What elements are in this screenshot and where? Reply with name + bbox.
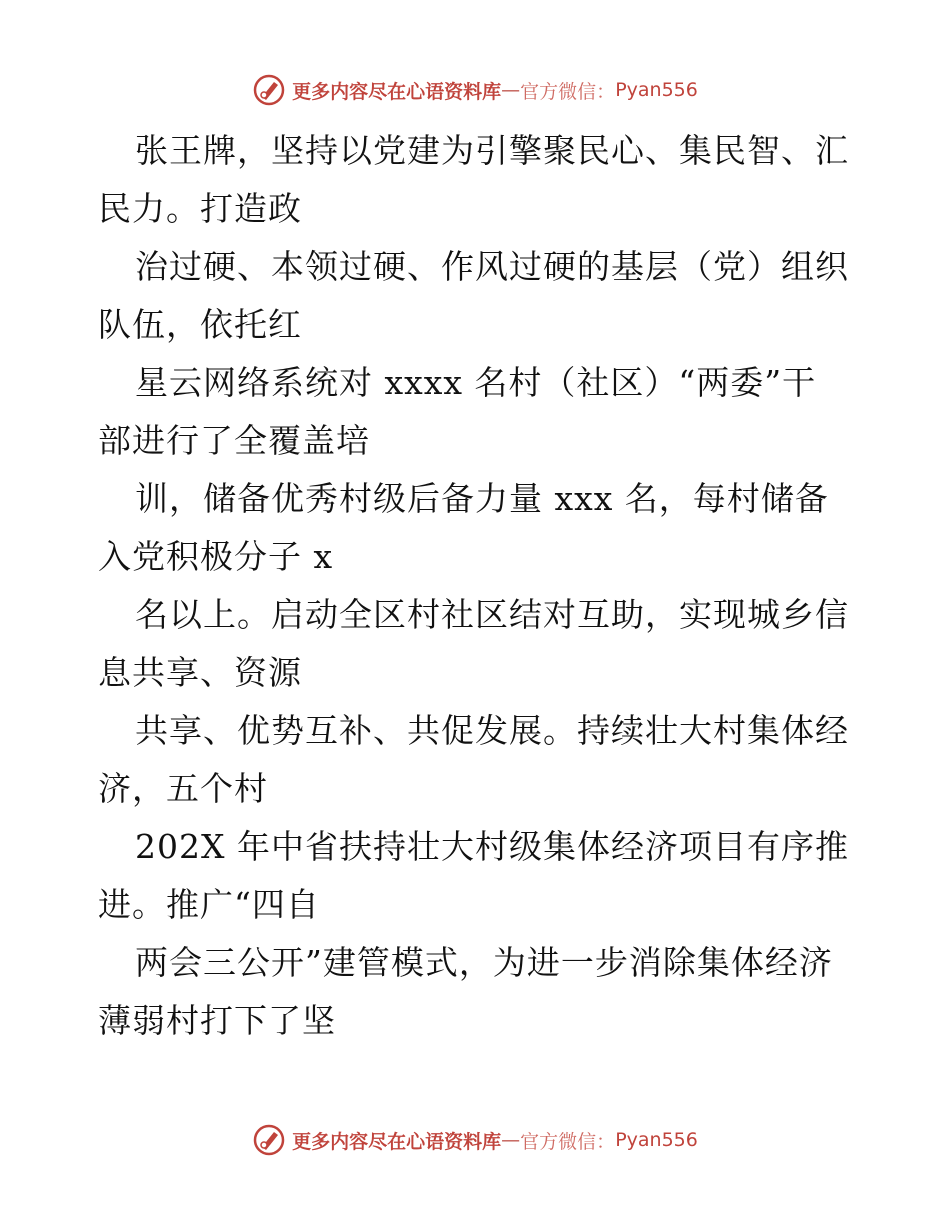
watermark-official-label: 官方微信： (520, 1130, 616, 1153)
watermark-brand: 更多内容尽在心语资料库 (292, 1130, 502, 1153)
text-line: 民力。打造政 (98, 189, 302, 228)
text-line: 张王牌，坚持以党建为引擎聚民心、集民智、汇 (135, 131, 849, 170)
watermark-dash: — (501, 1129, 521, 1151)
text-line: 星云网络系统对 xxxx 名村（社区）“两委”干 (135, 363, 817, 402)
text-line: 共享、优势互补、共促发展。持续壮大村集体经 (135, 711, 849, 750)
watermark-brand: 更多内容尽在心语资料库 (292, 80, 502, 103)
text-line: 两会三公开”建管模式，为进一步消除集体经济 (135, 943, 833, 982)
watermark-wechat-id: Pyan556 (615, 1129, 698, 1151)
text-line: 队伍，依托红 (98, 305, 302, 344)
pen-logo-icon (252, 73, 286, 107)
text-line: 训，储备优秀村级后备力量 xxx 名，每村储备 (135, 479, 829, 518)
text-line: 治过硬、本领过硬、作风过硬的基层（党）组织 (135, 247, 849, 286)
pen-logo-icon (252, 1123, 286, 1157)
watermark-dash: — (501, 79, 521, 101)
text-line: 进。推广“四自 (98, 885, 320, 924)
text-line: 济，五个村 (98, 769, 268, 808)
watermark-official-label: 官方微信： (520, 80, 616, 103)
text-line: 入党积极分子 x (98, 537, 334, 576)
header-watermark (0, 70, 950, 110)
text-line: 名以上。启动全区村社区结对互助，实现城乡信 (135, 595, 849, 634)
text-line: 部进行了全覆盖培 (98, 421, 370, 460)
footer-watermark (0, 1120, 950, 1160)
watermark-wechat-id: Pyan556 (615, 79, 698, 101)
document-body (98, 122, 858, 1050)
text-line: 息共享、资源 (98, 653, 302, 692)
text-line: 202X 年中省扶持壮大村级集体经济项目有序推 (135, 827, 849, 866)
text-line: 薄弱村打下了坚 (98, 1001, 336, 1040)
